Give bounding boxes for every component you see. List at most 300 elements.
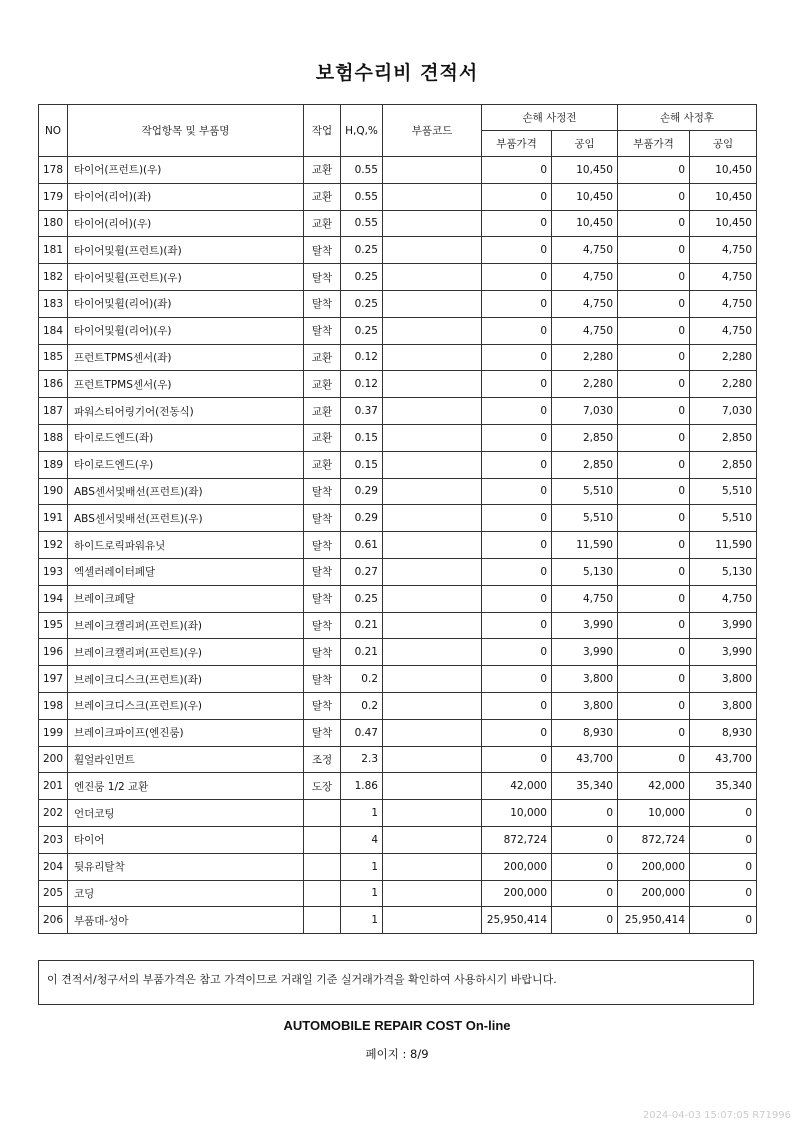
row-hq: 2.3 — [341, 746, 383, 773]
row-work-type: 탈착 — [304, 264, 341, 291]
row-item-name — [68, 210, 304, 237]
table-row — [39, 210, 757, 237]
row-after-labor: 0 — [690, 853, 757, 880]
row-work-type: 교환 — [304, 424, 341, 451]
row-item-label: 타이어및휠(리어)(좌) — [74, 298, 172, 311]
row-item-name — [68, 639, 304, 666]
row-item-name — [68, 424, 304, 451]
row-before-labor: 2,280 — [552, 371, 618, 398]
row-item-name — [68, 451, 304, 478]
row-hq: 0.29 — [341, 505, 383, 532]
header-part-code: 부품코드 — [383, 105, 482, 157]
header-after-group: 손해 사정후 — [618, 105, 757, 131]
row-no: 197 — [39, 666, 68, 693]
row-part-code — [383, 344, 482, 371]
row-before-labor: 5,510 — [552, 505, 618, 532]
row-after-price: 25,950,414 — [618, 907, 690, 934]
row-after-labor: 2,850 — [690, 424, 757, 451]
row-item-label: 부품대-성아 — [74, 914, 129, 927]
row-item-label: 타이어(리어)(좌) — [74, 191, 152, 204]
table-row — [39, 290, 757, 317]
table-row — [39, 773, 757, 800]
row-after-price: 0 — [618, 317, 690, 344]
row-work-type: 교환 — [304, 398, 341, 425]
row-after-price: 0 — [618, 290, 690, 317]
row-item-name — [68, 773, 304, 800]
row-work-type: 탈착 — [304, 666, 341, 693]
row-part-code — [383, 639, 482, 666]
row-work-type: 탈착 — [304, 692, 341, 719]
row-item-label: ABS센서및배선(프런트)(좌) — [74, 485, 203, 498]
row-after-price: 0 — [618, 451, 690, 478]
row-item-name — [68, 264, 304, 291]
row-item-name — [68, 398, 304, 425]
row-before-labor: 3,800 — [552, 692, 618, 719]
row-work-type: 탈착 — [304, 585, 341, 612]
table-row — [39, 639, 757, 666]
table-row — [39, 451, 757, 478]
row-after-labor: 3,990 — [690, 639, 757, 666]
row-no: 192 — [39, 532, 68, 559]
row-after-labor: 10,450 — [690, 183, 757, 210]
row-after-labor: 4,750 — [690, 237, 757, 264]
row-after-price: 0 — [618, 558, 690, 585]
row-before-price: 200,000 — [482, 853, 552, 880]
row-before-price: 0 — [482, 317, 552, 344]
row-before-price: 0 — [482, 666, 552, 693]
table-row — [39, 558, 757, 585]
row-item-name — [68, 666, 304, 693]
row-work-type: 교환 — [304, 210, 341, 237]
row-hq: 0.55 — [341, 183, 383, 210]
row-after-labor: 7,030 — [690, 398, 757, 425]
row-before-labor: 8,930 — [552, 719, 618, 746]
page-number: 페이지 : 8/9 — [365, 1047, 429, 1061]
row-item-label: 코딩 — [74, 887, 95, 900]
header-before-price: 부품가격 — [482, 131, 552, 157]
row-after-labor: 10,450 — [690, 210, 757, 237]
row-part-code — [383, 478, 482, 505]
row-part-code — [383, 424, 482, 451]
row-no: 199 — [39, 719, 68, 746]
row-hq: 0.15 — [341, 451, 383, 478]
row-before-price: 0 — [482, 719, 552, 746]
row-before-labor: 10,450 — [552, 183, 618, 210]
row-work-type: 탈착 — [304, 290, 341, 317]
row-item-label: 타이어및휠(프런트)(우) — [74, 271, 182, 284]
row-part-code — [383, 505, 482, 532]
table-row — [39, 157, 757, 184]
row-item-label: 엔진룸 1/2 교환 — [74, 780, 149, 793]
price-notice: 이 견적서/청구서의 부품가격은 참고 가격이므로 거래일 기준 실거래가격을 확인하여 사용하시기 바랍니다. — [38, 960, 754, 1005]
row-item-name — [68, 183, 304, 210]
row-no: 201 — [39, 773, 68, 800]
row-item-label: 브레이크디스크(프런트)(우) — [74, 700, 202, 713]
table-row — [39, 505, 757, 532]
row-hq: 0.12 — [341, 344, 383, 371]
row-after-labor: 35,340 — [690, 773, 757, 800]
row-no: 179 — [39, 183, 68, 210]
row-after-labor: 3,800 — [690, 692, 757, 719]
row-no: 194 — [39, 585, 68, 612]
row-before-labor: 2,850 — [552, 451, 618, 478]
row-no: 191 — [39, 505, 68, 532]
row-hq: 0.61 — [341, 532, 383, 559]
row-before-price: 0 — [482, 371, 552, 398]
row-item-name — [68, 290, 304, 317]
row-before-labor: 4,750 — [552, 237, 618, 264]
row-hq: 4 — [341, 826, 383, 853]
row-work-type — [304, 853, 341, 880]
row-no: 185 — [39, 344, 68, 371]
row-no: 182 — [39, 264, 68, 291]
table-row — [39, 398, 757, 425]
row-item-label: 타이어및휠(프런트)(좌) — [74, 244, 182, 257]
row-item-name — [68, 692, 304, 719]
row-after-labor: 4,750 — [690, 290, 757, 317]
row-after-labor: 43,700 — [690, 746, 757, 773]
row-item-label: 브레이크디스크(프런트)(좌) — [74, 673, 202, 686]
row-before-price: 0 — [482, 478, 552, 505]
header-after-price: 부품가격 — [618, 131, 690, 157]
row-part-code — [383, 853, 482, 880]
row-work-type: 탈착 — [304, 639, 341, 666]
row-no: 193 — [39, 558, 68, 585]
row-item-label: 프런트TPMS센서(우) — [74, 378, 172, 391]
row-item-name — [68, 237, 304, 264]
row-before-labor: 10,450 — [552, 157, 618, 184]
row-item-name — [68, 532, 304, 559]
row-work-type: 교환 — [304, 157, 341, 184]
row-work-type: 탈착 — [304, 478, 341, 505]
row-after-price: 0 — [618, 666, 690, 693]
table-row — [39, 907, 757, 934]
row-before-price: 0 — [482, 210, 552, 237]
row-before-price: 0 — [482, 424, 552, 451]
row-no: 178 — [39, 157, 68, 184]
header-before-group: 손해 사정전 — [482, 105, 618, 131]
row-after-labor: 2,280 — [690, 371, 757, 398]
row-no: 196 — [39, 639, 68, 666]
row-work-type: 탈착 — [304, 237, 341, 264]
row-hq: 0.55 — [341, 210, 383, 237]
row-after-price: 0 — [618, 719, 690, 746]
row-item-label: 타이로드엔드(좌) — [74, 432, 154, 445]
row-item-label: 뒷유리탈착 — [74, 861, 125, 874]
table-row — [39, 264, 757, 291]
row-hq: 1 — [341, 907, 383, 934]
table-row — [39, 478, 757, 505]
row-item-label: ABS센서및배선(프런트)(우) — [74, 512, 203, 525]
row-part-code — [383, 773, 482, 800]
row-part-code — [383, 558, 482, 585]
row-after-labor: 5,130 — [690, 558, 757, 585]
row-no: 206 — [39, 907, 68, 934]
table-row — [39, 424, 757, 451]
row-no: 189 — [39, 451, 68, 478]
row-after-price: 0 — [618, 183, 690, 210]
row-before-labor: 4,750 — [552, 264, 618, 291]
row-before-labor: 4,750 — [552, 290, 618, 317]
row-work-type: 탈착 — [304, 317, 341, 344]
row-work-type: 교환 — [304, 371, 341, 398]
row-before-price: 0 — [482, 264, 552, 291]
row-work-type — [304, 880, 341, 907]
row-before-labor: 5,510 — [552, 478, 618, 505]
row-after-price: 0 — [618, 505, 690, 532]
row-before-labor: 11,590 — [552, 532, 618, 559]
row-before-price: 25,950,414 — [482, 907, 552, 934]
row-no: 183 — [39, 290, 68, 317]
row-before-labor: 10,450 — [552, 210, 618, 237]
row-after-labor: 2,280 — [690, 344, 757, 371]
row-after-labor: 4,750 — [690, 264, 757, 291]
row-after-labor: 5,510 — [690, 478, 757, 505]
row-hq: 1.86 — [341, 773, 383, 800]
row-hq: 0.47 — [341, 719, 383, 746]
row-part-code — [383, 585, 482, 612]
row-hq: 0.2 — [341, 666, 383, 693]
table-row — [39, 585, 757, 612]
row-before-price: 200,000 — [482, 880, 552, 907]
table-row — [39, 853, 757, 880]
row-after-price: 200,000 — [618, 853, 690, 880]
row-before-price: 0 — [482, 237, 552, 264]
row-hq: 0.25 — [341, 237, 383, 264]
row-no: 203 — [39, 826, 68, 853]
table-row — [39, 183, 757, 210]
row-item-label: 브레이크페달 — [74, 593, 135, 606]
row-part-code — [383, 451, 482, 478]
table-row — [39, 612, 757, 639]
row-hq: 1 — [341, 853, 383, 880]
row-after-price: 0 — [618, 612, 690, 639]
row-part-code — [383, 398, 482, 425]
row-work-type: 교환 — [304, 451, 341, 478]
row-item-label: 타이어(프런트)(우) — [74, 164, 162, 177]
row-after-price: 0 — [618, 237, 690, 264]
row-before-labor: 0 — [552, 826, 618, 853]
row-item-name — [68, 853, 304, 880]
row-after-labor: 5,510 — [690, 505, 757, 532]
row-before-labor: 2,850 — [552, 424, 618, 451]
row-item-name — [68, 558, 304, 585]
table-row — [39, 371, 757, 398]
row-item-name — [68, 344, 304, 371]
row-hq: 1 — [341, 880, 383, 907]
row-item-label: 브레이크캘리퍼(프런트)(좌) — [74, 619, 202, 632]
row-hq: 0.2 — [341, 692, 383, 719]
row-item-label: 타이로드엔드(우) — [74, 459, 154, 472]
row-item-name — [68, 371, 304, 398]
row-after-price: 200,000 — [618, 880, 690, 907]
table-row — [39, 532, 757, 559]
row-before-labor: 3,990 — [552, 612, 618, 639]
row-work-type: 조정 — [304, 746, 341, 773]
row-no: 200 — [39, 746, 68, 773]
row-part-code — [383, 210, 482, 237]
row-before-price: 10,000 — [482, 800, 552, 827]
row-before-price: 0 — [482, 585, 552, 612]
row-part-code — [383, 317, 482, 344]
row-item-label: 브레이크파이프(엔진룸) — [74, 727, 184, 740]
row-part-code — [383, 290, 482, 317]
row-before-price: 0 — [482, 612, 552, 639]
row-no: 198 — [39, 692, 68, 719]
row-part-code — [383, 880, 482, 907]
row-before-labor: 5,130 — [552, 558, 618, 585]
row-before-price: 0 — [482, 290, 552, 317]
header-work: 작업 — [304, 105, 341, 157]
row-item-name — [68, 317, 304, 344]
table-row — [39, 344, 757, 371]
row-after-labor: 11,590 — [690, 532, 757, 559]
row-after-labor: 10,450 — [690, 157, 757, 184]
row-before-labor: 43,700 — [552, 746, 618, 773]
row-before-labor: 0 — [552, 907, 618, 934]
row-work-type — [304, 826, 341, 853]
footer-title: AUTOMOBILE REPAIR COST On-line — [283, 1018, 511, 1033]
row-after-price: 0 — [618, 264, 690, 291]
row-hq: 0.12 — [341, 371, 383, 398]
header-after-labor: 공임 — [690, 131, 757, 157]
table-row — [39, 692, 757, 719]
row-item-label: 프런트TPMS센서(좌) — [74, 351, 172, 364]
row-part-code — [383, 692, 482, 719]
row-item-name — [68, 907, 304, 934]
row-after-price: 0 — [618, 532, 690, 559]
row-item-label: 타이어및휠(리어)(우) — [74, 325, 172, 338]
row-item-label: 파워스티어링기어(전동식) — [74, 405, 194, 418]
row-hq: 0.21 — [341, 639, 383, 666]
row-no: 181 — [39, 237, 68, 264]
table-body — [39, 157, 757, 934]
row-after-labor: 3,800 — [690, 666, 757, 693]
row-before-labor: 7,030 — [552, 398, 618, 425]
row-no: 186 — [39, 371, 68, 398]
row-no: 205 — [39, 880, 68, 907]
row-item-label: 브레이크캘리퍼(프런트)(우) — [74, 646, 202, 659]
row-part-code — [383, 826, 482, 853]
table-header — [39, 105, 757, 157]
row-after-price: 0 — [618, 344, 690, 371]
table-row — [39, 317, 757, 344]
row-part-code — [383, 183, 482, 210]
row-item-name — [68, 612, 304, 639]
row-item-name — [68, 585, 304, 612]
row-before-price: 0 — [482, 558, 552, 585]
row-item-label: 엑셀러레이터페달 — [74, 566, 156, 579]
row-before-price: 0 — [482, 746, 552, 773]
row-before-price: 0 — [482, 639, 552, 666]
row-hq: 0.55 — [341, 157, 383, 184]
row-after-price: 0 — [618, 424, 690, 451]
row-no: 195 — [39, 612, 68, 639]
table-row — [39, 800, 757, 827]
row-before-price: 0 — [482, 344, 552, 371]
row-after-labor: 0 — [690, 907, 757, 934]
header-item: 작업항목 및 부품명 — [68, 105, 304, 157]
row-work-type: 탈착 — [304, 532, 341, 559]
row-before-price: 0 — [482, 183, 552, 210]
row-work-type: 탈착 — [304, 719, 341, 746]
row-part-code — [383, 666, 482, 693]
header-hq: H,Q,% — [341, 105, 383, 157]
row-before-price: 0 — [482, 505, 552, 532]
row-item-label: 휠얼라인먼트 — [74, 753, 135, 766]
row-part-code — [383, 532, 482, 559]
row-hq: 0.29 — [341, 478, 383, 505]
row-item-name — [68, 826, 304, 853]
row-work-type: 교환 — [304, 183, 341, 210]
row-hq: 0.25 — [341, 290, 383, 317]
row-part-code — [383, 371, 482, 398]
row-before-price: 0 — [482, 532, 552, 559]
header-before-labor: 공임 — [552, 131, 618, 157]
header-no: NO — [39, 105, 68, 157]
row-item-name — [68, 719, 304, 746]
row-before-labor: 0 — [552, 800, 618, 827]
table-row — [39, 826, 757, 853]
row-before-labor: 4,750 — [552, 585, 618, 612]
row-no: 187 — [39, 398, 68, 425]
row-after-price: 0 — [618, 157, 690, 184]
table-row — [39, 719, 757, 746]
row-item-name — [68, 746, 304, 773]
row-hq: 0.15 — [341, 424, 383, 451]
row-work-type: 탈착 — [304, 612, 341, 639]
row-part-code — [383, 719, 482, 746]
row-after-price: 0 — [618, 746, 690, 773]
row-item-name — [68, 800, 304, 827]
row-after-labor: 8,930 — [690, 719, 757, 746]
table-row — [39, 666, 757, 693]
row-hq: 1 — [341, 800, 383, 827]
row-part-code — [383, 157, 482, 184]
row-before-price: 0 — [482, 451, 552, 478]
row-hq: 0.21 — [341, 612, 383, 639]
row-after-labor: 0 — [690, 880, 757, 907]
row-before-price: 872,724 — [482, 826, 552, 853]
row-after-price: 0 — [618, 371, 690, 398]
print-timestamp: 2024-04-03 15:07:05 R71996 — [642, 1110, 791, 1121]
row-work-type: 탈착 — [304, 505, 341, 532]
row-after-labor: 4,750 — [690, 585, 757, 612]
row-part-code — [383, 907, 482, 934]
row-before-labor: 3,990 — [552, 639, 618, 666]
row-no: 204 — [39, 853, 68, 880]
row-before-labor: 0 — [552, 853, 618, 880]
row-after-price: 0 — [618, 398, 690, 425]
row-no: 184 — [39, 317, 68, 344]
row-before-labor: 4,750 — [552, 317, 618, 344]
row-hq: 0.25 — [341, 585, 383, 612]
row-work-type — [304, 800, 341, 827]
row-after-labor: 3,990 — [690, 612, 757, 639]
row-after-price: 10,000 — [618, 800, 690, 827]
row-part-code — [383, 746, 482, 773]
row-before-labor: 2,280 — [552, 344, 618, 371]
estimate-table — [38, 104, 757, 934]
row-after-price: 0 — [618, 210, 690, 237]
row-part-code — [383, 800, 482, 827]
row-hq: 0.25 — [341, 317, 383, 344]
row-before-labor: 0 — [552, 880, 618, 907]
row-item-label: 하이드로릭파워유닛 — [74, 539, 166, 552]
row-before-labor: 35,340 — [552, 773, 618, 800]
row-item-name — [68, 157, 304, 184]
row-work-type: 교환 — [304, 344, 341, 371]
